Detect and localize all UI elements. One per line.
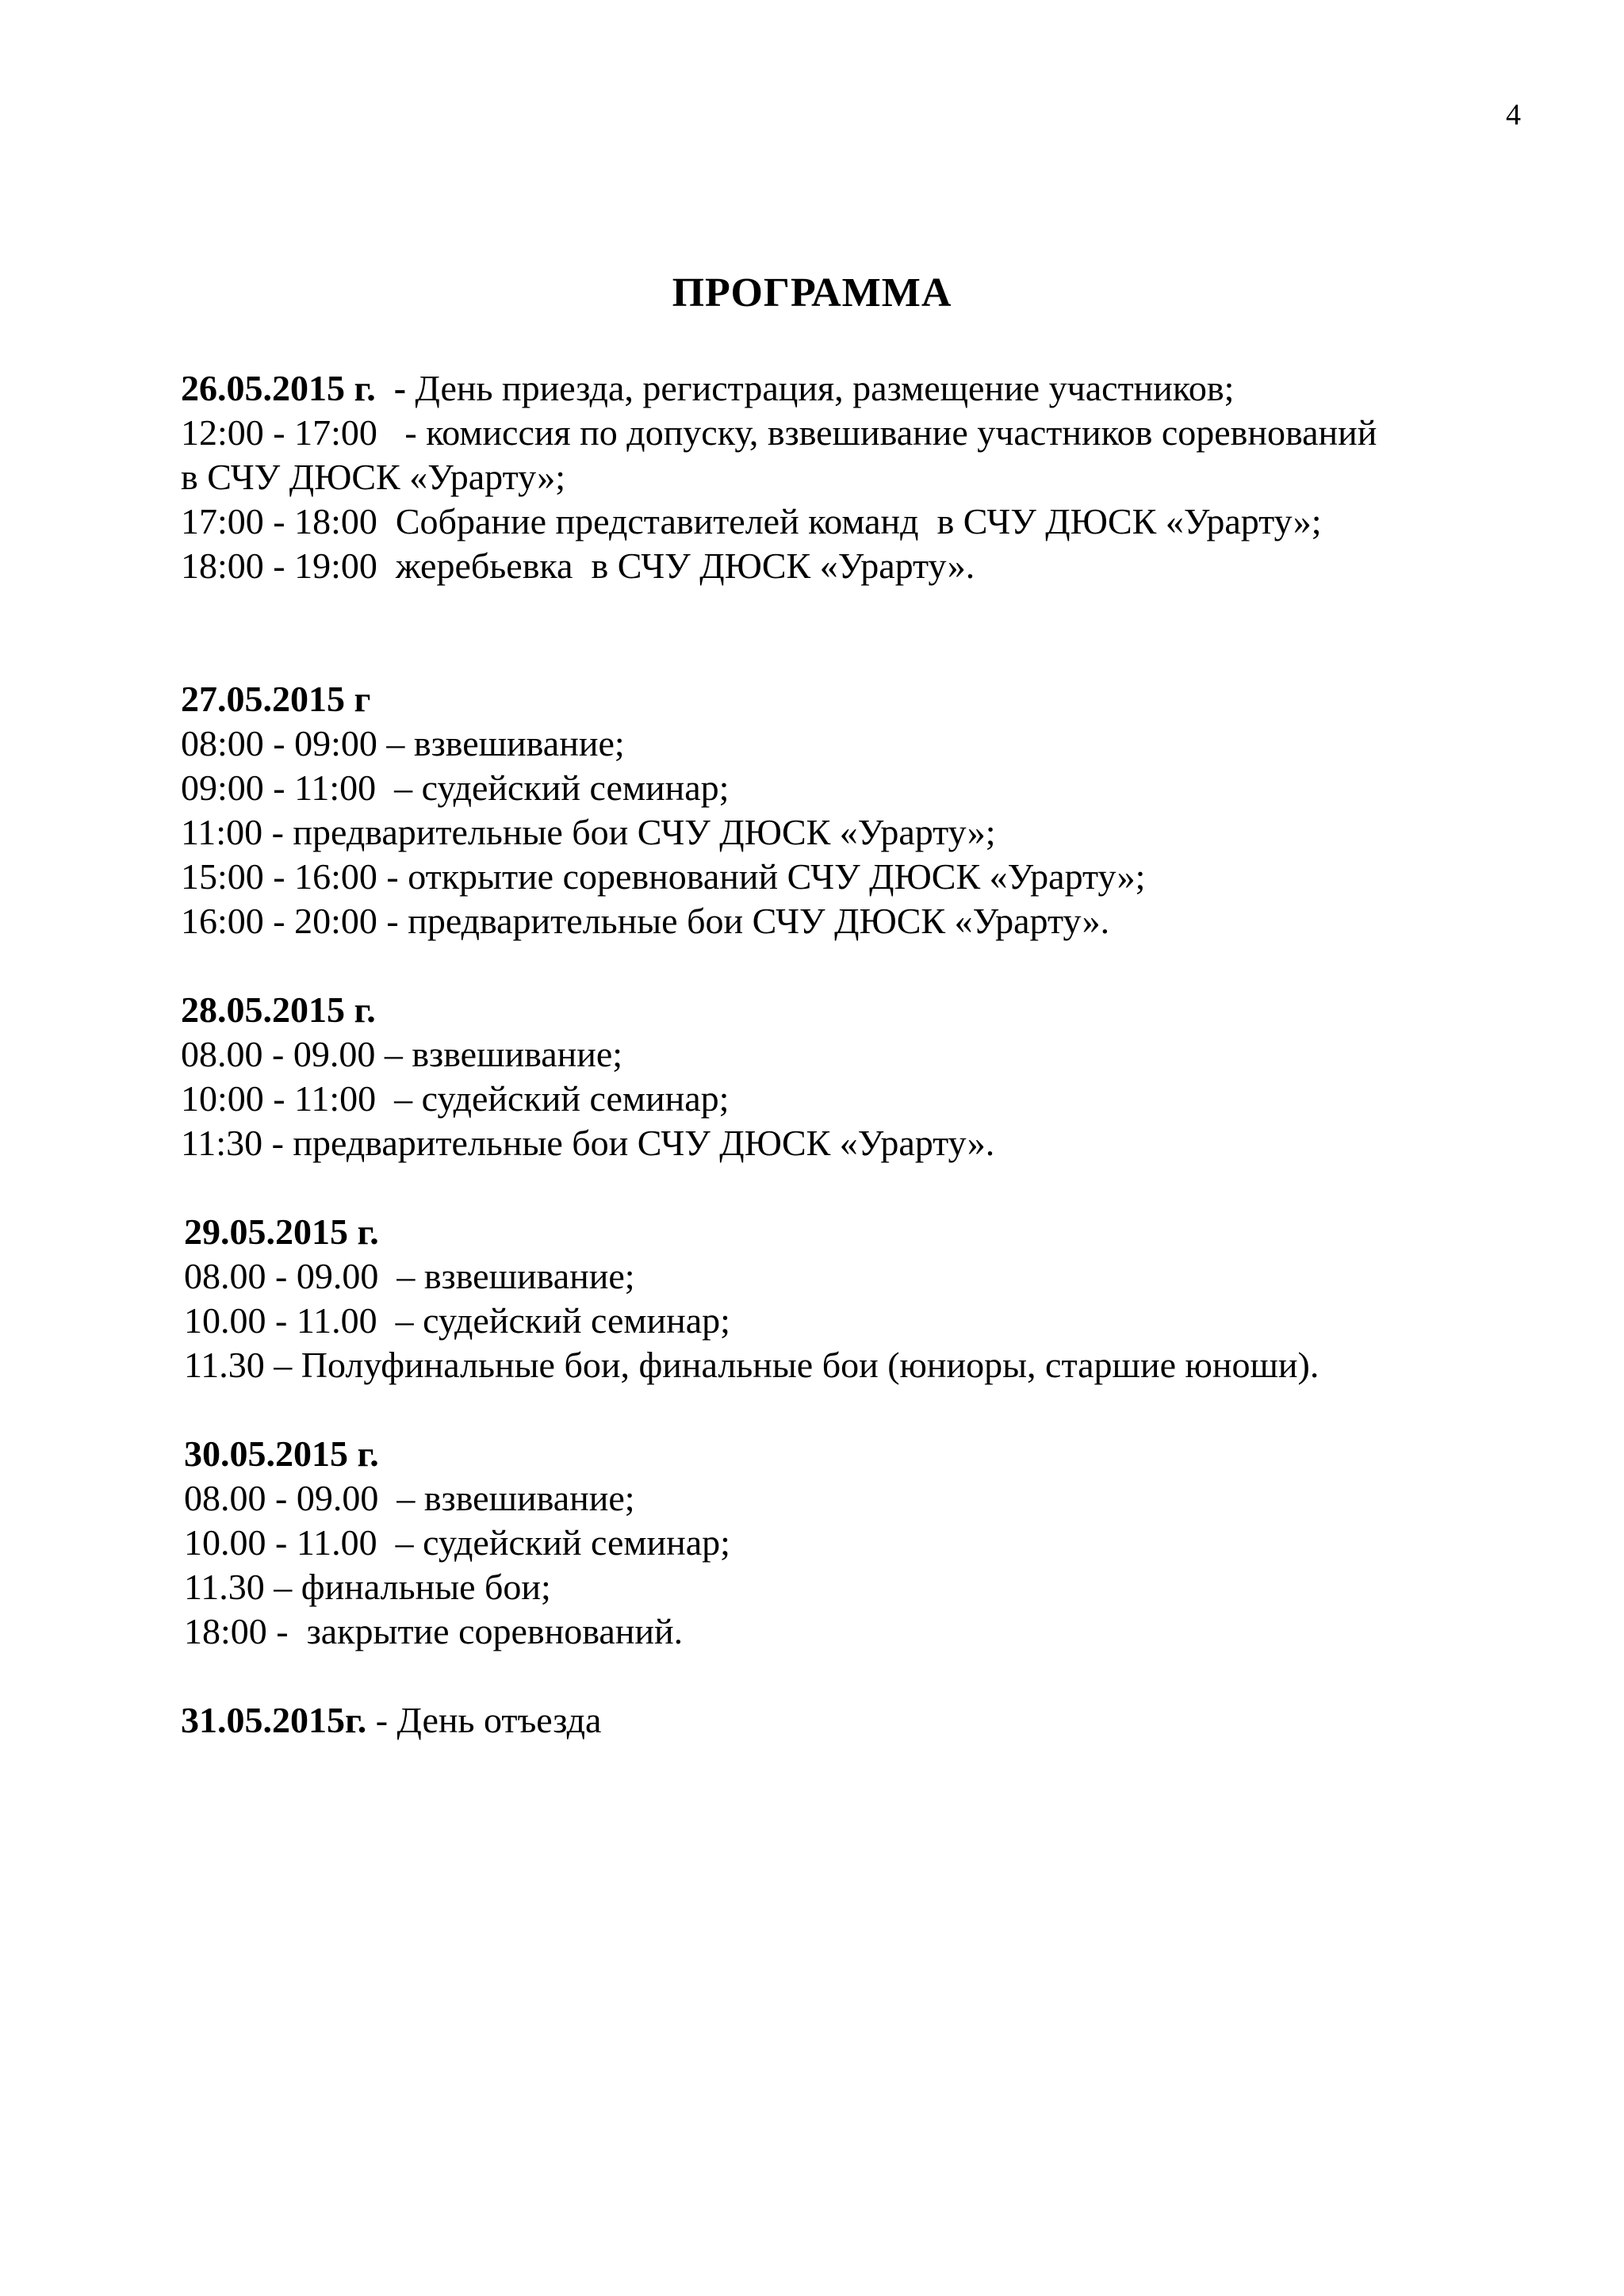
schedule-line: 11.30 – Полуфинальные бои, финальные бои (юниоры, старшие юноши).	[184, 1345, 1320, 1385]
schedule-line: в СЧУ ДЮСК «Урарту»;	[181, 457, 565, 497]
schedule-day	[181, 1432, 1576, 1654]
schedule-line: 08.00 - 09.00 – взвешивание;	[184, 1478, 635, 1518]
day-description: День отъезда	[396, 1700, 602, 1740]
schedule-line: 11:30 - предварительные бои СЧУ ДЮСК «Урарту».	[181, 1123, 995, 1163]
schedule-line: 18:00 - 19:00 жеребьевка в СЧУ ДЮСК «Урарту».	[181, 545, 975, 586]
schedule-line: 08.00 - 09.00 – взвешивание;	[184, 1256, 635, 1296]
schedule-day	[181, 366, 1576, 588]
page-title: ПРОГРАММА	[672, 270, 952, 316]
schedule-line: 09:00 - 11:00 – судейский семинар;	[181, 767, 730, 808]
day-date: 26.05.2015 г.	[181, 368, 376, 408]
day-date: 27.05.2015 г	[181, 679, 371, 719]
day-description: День приезда, регистрация, размещение участников;	[415, 368, 1235, 408]
page-number: 4	[1506, 98, 1521, 132]
day-header	[181, 366, 1576, 411]
day-header	[181, 1698, 1576, 1743]
schedule-line: 08.00 - 09.00 – взвешивание;	[181, 1034, 623, 1074]
schedule-line: 18:00 - закрытие соревнований.	[184, 1611, 684, 1651]
program-schedule	[181, 366, 1576, 1743]
schedule-line: 15:00 - 16:00 - открытие соревнований СЧУ ДЮСК «Урарту»;	[181, 856, 1146, 897]
schedule-line: 16:00 - 20:00 - предварительные бои СЧУ ДЮСК «Урарту».	[181, 901, 1110, 941]
schedule-line: 11:00 - предварительные бои СЧУ ДЮСК «Урарту»;	[181, 812, 996, 852]
schedule-day	[181, 988, 1576, 1165]
schedule-line: 11.30 – финальные бои;	[184, 1567, 551, 1607]
day-date-separator: -	[366, 1700, 397, 1740]
schedule-line: 10.00 - 11.00 – судейский семинар;	[184, 1300, 730, 1341]
day-date: 28.05.2015 г.	[181, 989, 376, 1030]
day-date: 29.05.2015 г.	[184, 1211, 379, 1252]
day-date: 31.05.2015г.	[181, 1700, 367, 1740]
schedule-line: 12:00 - 17:00 - комиссия по допуску, взвешивание участников соревнований	[181, 412, 1377, 453]
day-date-separator: -	[375, 368, 416, 408]
schedule-line: 10.00 - 11.00 – судейский семинар;	[184, 1522, 730, 1563]
schedule-day	[181, 677, 1576, 943]
schedule-day	[181, 1210, 1576, 1387]
schedule-line: 17:00 - 18:00 Собрание представителей команд в СЧУ ДЮСК «Урарту»;	[181, 501, 1322, 541]
schedule-line: 10:00 - 11:00 – судейский семинар;	[181, 1078, 730, 1119]
day-date: 30.05.2015 г.	[184, 1433, 379, 1474]
schedule-line: 08:00 - 09:00 – взвешивание;	[181, 723, 625, 763]
schedule-day	[181, 1698, 1576, 1743]
